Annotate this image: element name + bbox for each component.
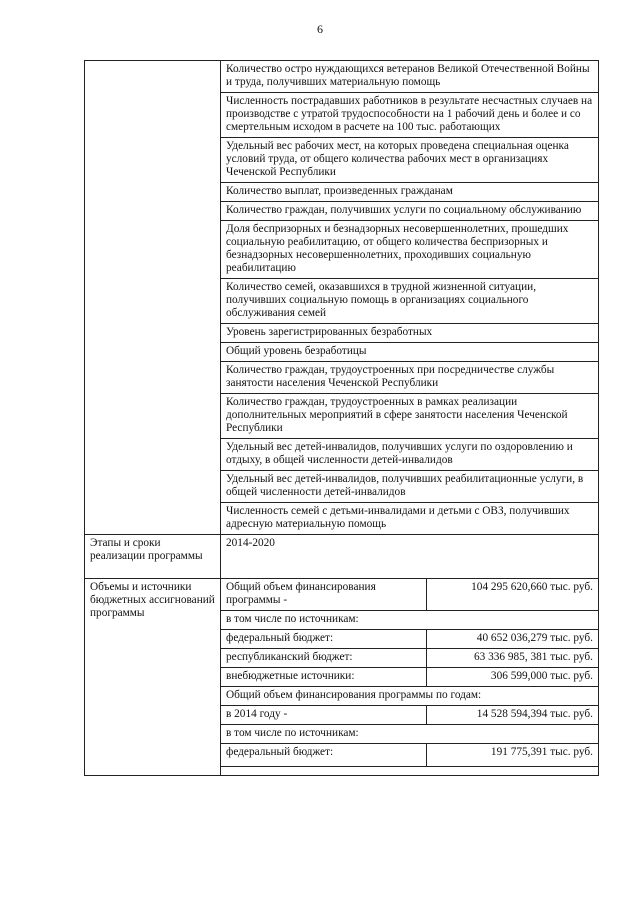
- page-number: 6: [317, 22, 323, 36]
- program-passport-table: [84, 60, 599, 776]
- indicator-cell: Количество остро нуждающихся ветеранов Великой Отечественной Войны и труда, получивших материальную помощь: [221, 61, 599, 93]
- funding-by-years-heading: Общий объем финансирования программы по годам:: [221, 687, 599, 706]
- extra-budget-label: внебюджетные источники:: [221, 668, 427, 687]
- stages-label: Этапы и сроки реализации программы: [85, 535, 221, 579]
- indicator-cell: Удельный вес рабочих мест, на которых проведена специальная оценка условий труда, от общего количества рабочих мест в организациях Чеченской Республики: [221, 138, 599, 183]
- funding-label: Объемы и источники бюджетных ассигнований программы: [85, 579, 221, 776]
- indicator-cell: Уровень зарегистрированных безработных: [221, 324, 599, 343]
- empty-cell: [221, 767, 599, 776]
- indicator-cell: Количество граждан, получивших услуги по социальному обслуживанию: [221, 202, 599, 221]
- funding-total-label: Общий объем финансирования программы -: [221, 579, 427, 611]
- federal-budget-value: 40 652 036,279 тыс. руб.: [427, 630, 599, 649]
- stages-value: 2014-2020: [221, 535, 599, 579]
- indicator-cell: Количество выплат, произведенных гражданам: [221, 183, 599, 202]
- federal-budget-label: федеральный бюджет:: [221, 630, 427, 649]
- funding-sources-2014-heading: в том числе по источникам:: [221, 725, 599, 744]
- indicator-cell: Удельный вес детей-инвалидов, получивших реабилитационные услуги, в общей численности детей-инвалидов: [221, 471, 599, 503]
- republic-budget-value: 63 336 985, 381 тыс. руб.: [427, 649, 599, 668]
- funding-sources-heading: в том числе по источникам:: [221, 611, 599, 630]
- indicator-cell: Доля беспризорных и безнадзорных несовершеннолетних, прошедших социальную реабилитацию, от общего количества беспризорных и безнадзорных несовершеннолетних, проходивших социальную реабилитацию: [221, 221, 599, 279]
- indicator-cell: Общий уровень безработицы: [221, 343, 599, 362]
- indicator-cell: Численность пострадавших работников в результате несчастных случаев на производстве с утратой трудоспособности на 1 рабочий день и более и со смертельным исходом в расчете на 100 тыс. работающих: [221, 93, 599, 138]
- year-2014-value: 14 528 594,394 тыс. руб.: [427, 706, 599, 725]
- indicators-label-cell: [85, 61, 221, 535]
- indicator-cell: Количество граждан, трудоустроенных при посредничестве службы занятости населения Чеченской Республики: [221, 362, 599, 394]
- federal-budget-2014-label: федеральный бюджет:: [221, 744, 427, 767]
- indicator-cell: Количество граждан, трудоустроенных в рамках реализации дополнительных мероприятий в сфере занятости населения Чеченской Республики: [221, 394, 599, 439]
- indicator-cell: Количество семей, оказавшихся в трудной жизненной ситуации, получивших социальную помощь в организациях социального обслуживания семей: [221, 279, 599, 324]
- extra-budget-value: 306 599,000 тыс. руб.: [427, 668, 599, 687]
- federal-budget-2014-value: 191 775,391 тыс. руб.: [427, 744, 599, 767]
- republic-budget-label: республиканский бюджет:: [221, 649, 427, 668]
- year-2014-label: в 2014 году -: [221, 706, 427, 725]
- funding-total-value: 104 295 620,660 тыс. руб.: [427, 579, 599, 611]
- table-row: [85, 61, 599, 93]
- table-row: [85, 535, 599, 579]
- indicator-cell: Численность семей с детьми-инвалидами и детьми с ОВЗ, получивших адресную материальную помощь: [221, 503, 599, 535]
- indicator-cell: Удельный вес детей-инвалидов, получивших услуги по оздоровлению и отдыху, в общей численности детей-инвалидов: [221, 439, 599, 471]
- table-row: [85, 579, 599, 611]
